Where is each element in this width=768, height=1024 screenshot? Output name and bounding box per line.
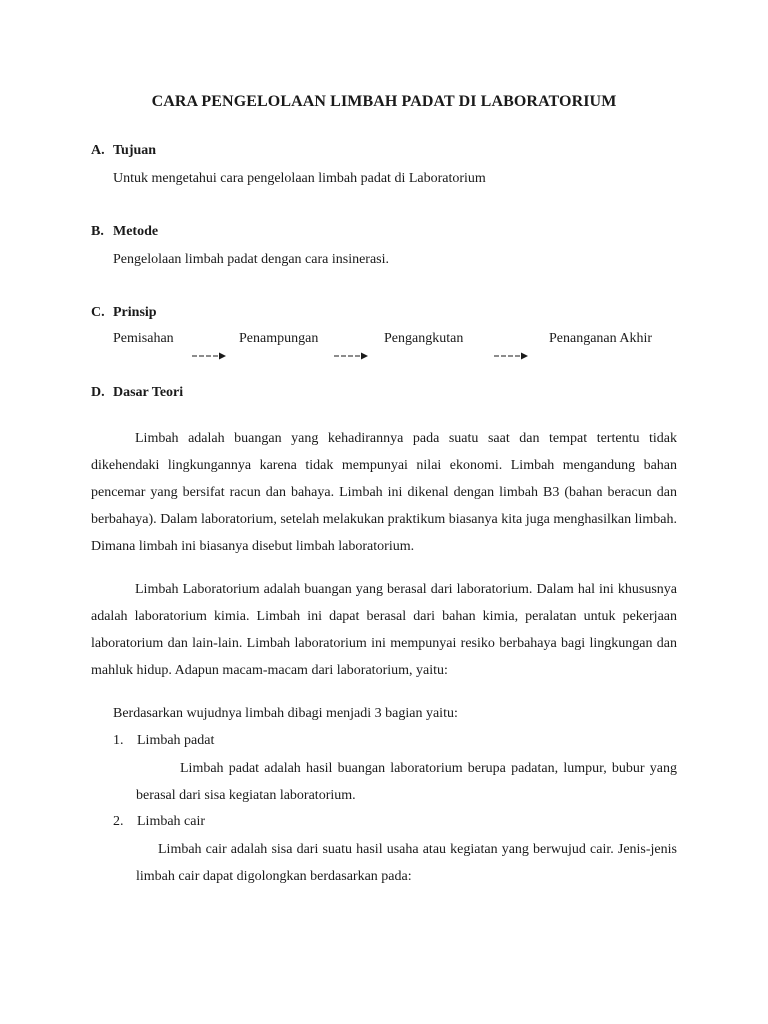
list-number: 2.: [113, 814, 124, 829]
section-title: Metode: [113, 224, 159, 239]
section-letter: C.: [91, 305, 105, 320]
principle-step: Pemisahan: [113, 331, 174, 346]
section-heading-tujuan: [91, 143, 156, 159]
list-item-heading: [113, 733, 214, 749]
section-letter: A.: [91, 143, 105, 158]
section-body-metode: Pengelolaan limbah padat dengan cara insinerasi.: [113, 252, 390, 267]
list-label: Limbah padat: [137, 733, 215, 748]
principle-step: Penanganan Akhir: [549, 331, 653, 346]
principle-step: Pengangkutan: [384, 331, 464, 346]
theory-paragraph: Limbah Laboratorium adalah buangan yang berasal dari laboratorium. Dalam hal ini khususnya adalah laboratorium kimia. Limbah ini dapat berasal dari bahan kimia, peralatan untuk pekerjaan laboratorium dan lain-lain. Limbah laboratorium ini mempunyai resiko berbahaya bagi lingkungan dan mahluk hidup. Adapun macam-macam dari laboratorium, yaitu:: [91, 582, 677, 678]
list-item-text: Limbah padat adalah hasil buangan laboratorium berupa padatan, lumpur, bubur yang berasal dari sisa kegiatan laboratorium.: [136, 761, 677, 803]
arrow-right-icon: [494, 350, 528, 362]
theory-paragraph: Limbah adalah buangan yang kehadirannya pada suatu saat dan tempat tertentu tidak dikehendaki lingkungannya karena tidak mempunyai nilai ekonomi. Limbah mengandung bahan pencemar yang bersifat racun dan bahaya. Limbah ini dikenal dengan limbah B3 (bahan beracun dan berbahaya). Dalam laboratorium, setelah melakukan praktikum biasanya kita juga menghasilkan limbah. Dimana limbah ini biasanya disebut limbah laboratorium.: [91, 431, 677, 554]
section-title: Tujuan: [113, 143, 157, 158]
section-letter: D.: [91, 385, 105, 400]
section-heading-dasar-teori: [91, 385, 183, 401]
section-title: Prinsip: [113, 305, 157, 320]
classification-intro: Berdasarkan wujudnya limbah dibagi menjadi 3 bagian yaitu:: [113, 706, 458, 721]
section-heading-prinsip: [91, 305, 157, 321]
list-number: 1.: [113, 733, 124, 748]
section-body-tujuan: Untuk mengetahui cara pengelolaan limbah padat di Laboratorium: [113, 171, 486, 186]
principle-step: Penampungan: [239, 331, 319, 346]
document-title: CARA PENGELOLAAN LIMBAH PADAT DI LABORATORIUM: [151, 93, 617, 110]
list-item-heading: [113, 814, 205, 830]
section-title: Dasar Teori: [113, 385, 184, 400]
list-item-text: Limbah cair adalah sisa dari suatu hasil usaha atau kegiatan yang berwujud cair. Jenis-jenis limbah cair dapat digolongkan berdasarkan pada:: [136, 842, 677, 884]
section-heading-metode: [91, 224, 158, 240]
arrow-right-icon: [334, 350, 368, 362]
arrow-right-icon: [192, 350, 226, 362]
list-label: Limbah cair: [137, 814, 206, 829]
section-letter: B.: [91, 224, 104, 239]
